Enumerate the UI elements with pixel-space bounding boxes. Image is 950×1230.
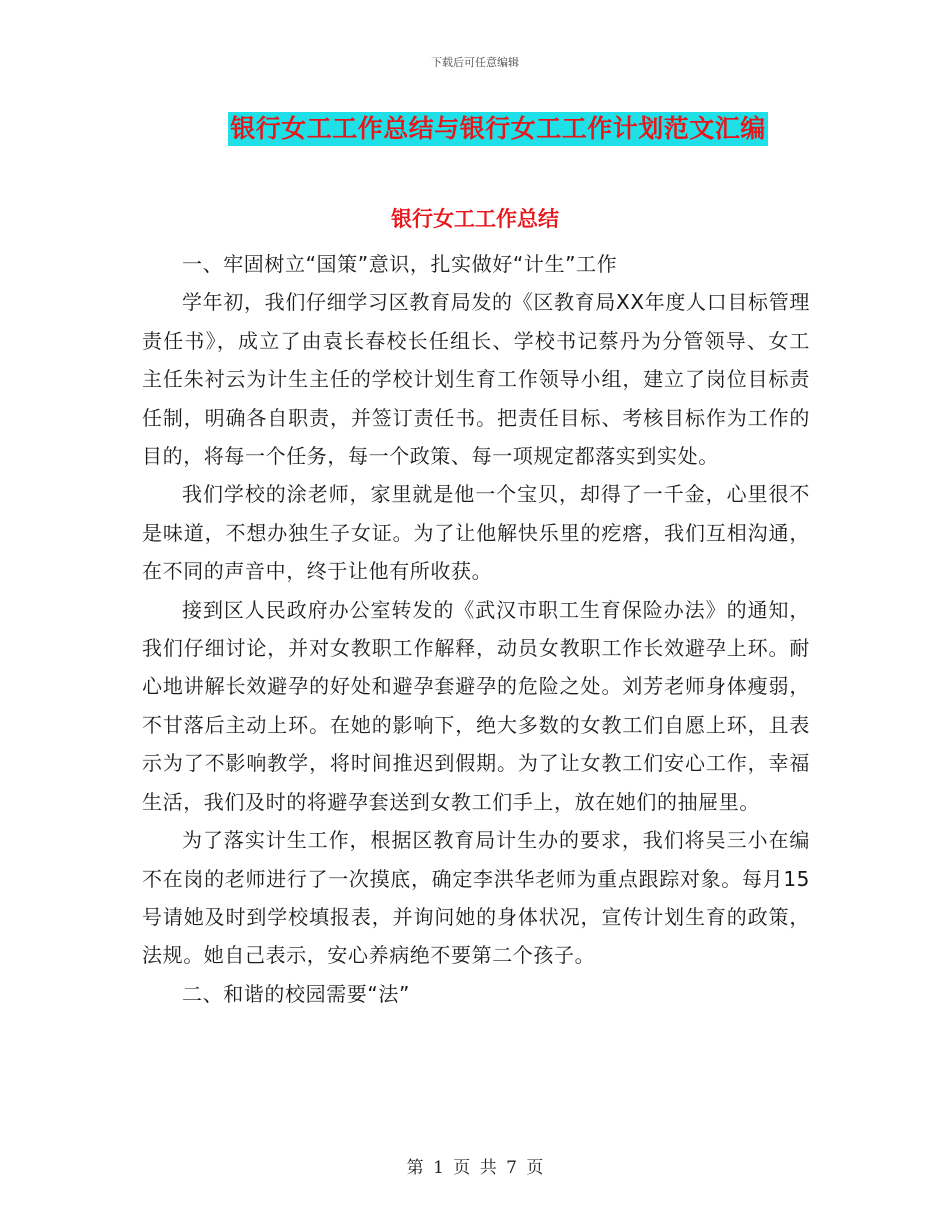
paragraph: 我们学校的涂老师，家里就是他一个宝贝，却得了一千金，心里很不是味道，不想办独生子女证。为了让他解快乐里的疙瘩，我们互相沟通，在不同的声音中，终于让他有所收获。 (142, 482, 810, 584)
page-header-note: 下载后可任意编辑 (431, 56, 519, 69)
paragraph: 为了落实计生工作，根据区教育局计生办的要求，我们将吴三小在编不在岗的老师进行了一次摸底，确定李洪华老师为重点跟踪对象。每月15号请她及时到学校填报表，并询问她的身体状况，宣传计划生育的政策，法规。她自己表示，安心养病绝不要第二个孩子。 (142, 828, 810, 968)
paragraph: 学年初，我们仔细学习区教育局发的《区教育局XX年度人口目标管理责任书》，成立了由袁长春校长任组长、学校书记蔡丹为分管领导、女工主任朱衬云为计生主任的学校计划生育工作领导小组，建立了岗位目标责任制，明确各自职责，并签订责任书。把责任目标、考核目标作为工作的目的，将每一个任务，每一个政策、每一项规定都落实到实处。 (142, 290, 810, 469)
paragraph: 接到区人民政府办公室转发的《武汉市职工生育保险办法》的通知，我们仔细讨论，并对女教职工作解释，动员女教职工作长效避孕上环。耐心地讲解长效避孕的好处和避孕套避孕的危险之处。刘芳老师身体瘦弱，不甘落后主动上环。在她的影响下，绝大多数的女教工们自愿上环，且表示为了不影响教学，将时间推迟到假期。为了让女教工们安心工作，幸福生活，我们及时的将避孕套送到女教工们手上，放在她们的抽屉里。 (142, 597, 810, 814)
document-body (142, 245, 810, 1013)
document-title-container (0, 112, 950, 146)
page-number: 第 1 页 共 7 页 (406, 1158, 544, 1178)
paragraph: 二、和谐的校园需要“法” (182, 981, 410, 1006)
paragraph: 一、牢固树立“国策”意识，扎实做好“计生”工作 (182, 252, 618, 276)
section-title: 银行女工工作总结 (391, 207, 559, 231)
document-title: 银行女工工作总结与银行女工工作计划范文汇编 (228, 112, 768, 146)
